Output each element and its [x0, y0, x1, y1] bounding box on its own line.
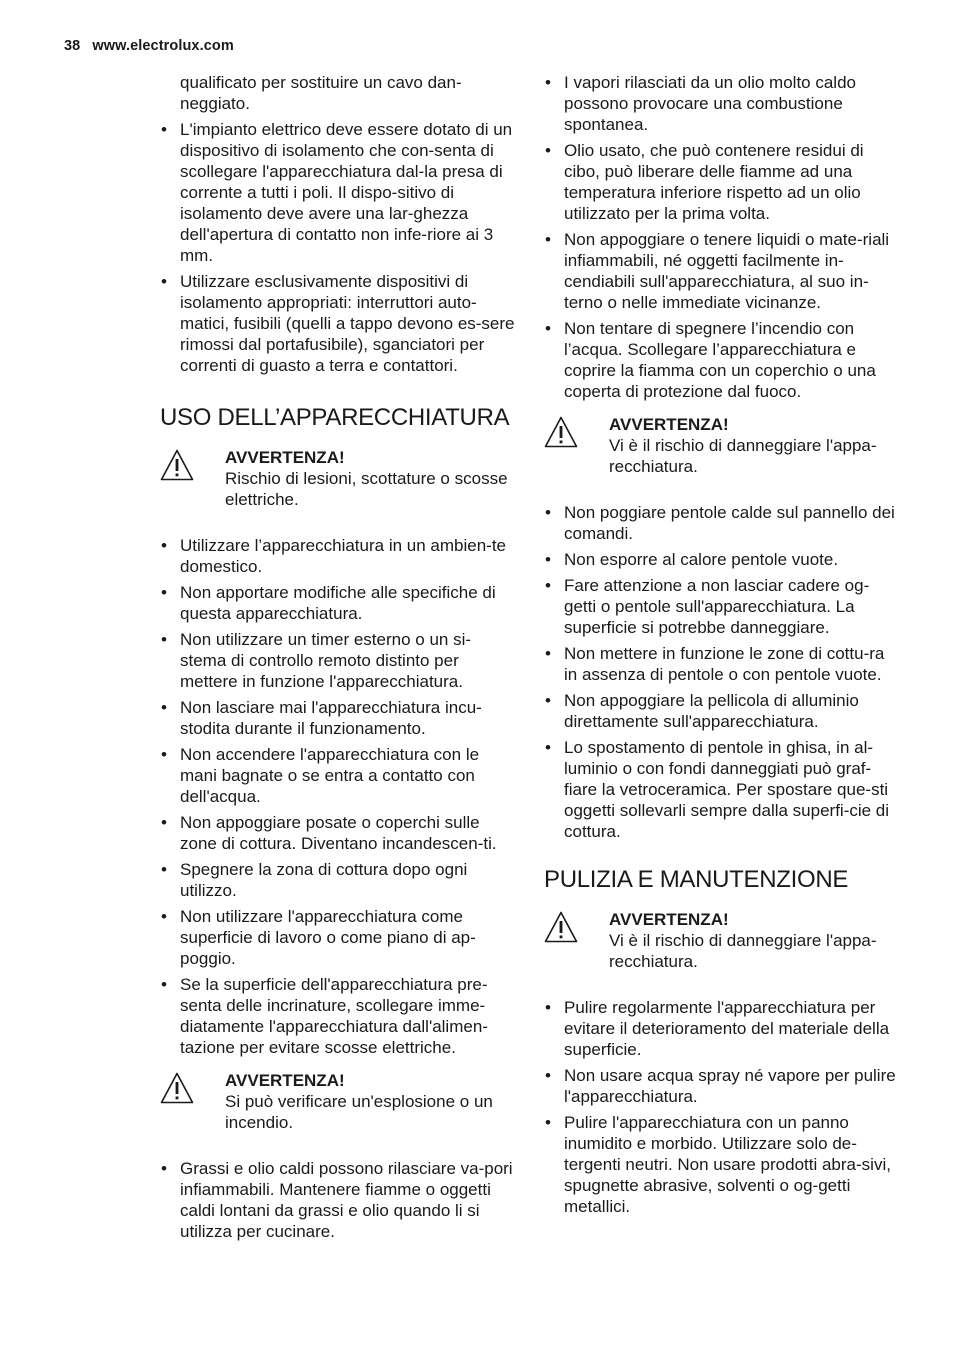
list-item: • Se la superficie dell'apparecchiatura pre-senta delle incrinature, scollegare imme-diatamente l'apparecchiatura dall'alimen-tazione per evitare scosse elettriche. [160, 974, 515, 1058]
list-item: • Fare attenzione a non lasciar cadere og-getti o pentole sull'apparecchiatura. La superficie si potrebbe danneggiare. [544, 575, 899, 638]
bullet-list [544, 72, 899, 402]
warning-triangle-icon [160, 1072, 194, 1104]
list-item: • Non accendere l'apparecchiatura con le mani bagnate o se entra a contatto con dell'acqua. [160, 744, 515, 807]
warning-text: Vi è il rischio di danneggiare l'appa-recchiatura. [609, 436, 877, 476]
warning-triangle-icon [544, 416, 578, 448]
warning-title: AVVERTENZA! [609, 415, 729, 434]
warning-box [544, 909, 899, 972]
list-item: • I vapori rilasciati da un olio molto caldo possono provocare una combustione spontanea. [544, 72, 899, 135]
warning-triangle-icon [544, 911, 578, 943]
continued-text: qualificato per sostituire un cavo dan-neggiato. [180, 73, 462, 113]
list-item: • Non appoggiare posate o coperchi sulle zone di cottura. Diventano incandescen-ti. [160, 812, 515, 854]
list-item: • Olio usato, che può contenere residui di cibo, può liberare delle fiamme ad una temperatura inferiore rispetto ad un olio utilizzato per la prima volta. [544, 140, 899, 224]
list-item: • Non lasciare mai l'apparecchiatura incu-stodita durante il funzionamento. [160, 697, 515, 739]
right-column [544, 72, 899, 1222]
list-item: • L'impianto elettrico deve essere dotato di un dispositivo di isolamento che con-senta di scollegare l'apparecchiatura dal-la presa di corrente a tutti i poli. Il dispo-sitivo di isolamento deve avere una lar-ghezza dell'apertura di contatto non infe-riore ai 3 mm. [160, 119, 515, 266]
list-item: • Non esporre al calore pentole vuote. [544, 549, 899, 570]
list-item: • Lo spostamento di pentole in ghisa, in al-luminio o con fondi danneggiati può graf-fiare la vetroceramica. Per spostare que-sti oggetti sollevarli sempre dalla superfi-cie di cottura. [544, 737, 899, 842]
list-item: • Non poggiare pentole calde sul pannello dei comandi. [544, 502, 899, 544]
page-number: 38 [64, 38, 81, 54]
warning-triangle-icon [160, 449, 194, 481]
warning-title: AVVERTENZA! [609, 910, 729, 929]
bullet-list [544, 997, 899, 1217]
list-item: • Grassi e olio caldi possono rilasciare va-pori infiammabili. Mantenere fiamme o oggetti caldi lontani da grassi e olio quando li si utilizza per cucinare. [160, 1158, 515, 1242]
warning-text: Rischio di lesioni, scottature o scosse elettriche. [225, 469, 508, 509]
warning-text: Si può verificare un'esplosione o un incendio. [225, 1092, 493, 1132]
section-title: USO DELL’APPARECCHIATURA [160, 404, 510, 431]
list-item: • Spegnere la zona di cottura dopo ogni utilizzo. [160, 859, 515, 901]
page-header [64, 38, 234, 54]
list-item: • Non usare acqua spray né vapore per pulire l'apparecchiatura. [544, 1065, 899, 1107]
bullet-list [160, 535, 515, 1058]
list-item: • Non utilizzare un timer esterno o un si-stema di controllo remoto distinto per mettere in funzione l'apparecchiatura. [160, 629, 515, 692]
list-item: • Non apportare modifiche alle specifiche di questa apparecchiatura. [160, 582, 515, 624]
bullet-list [160, 1158, 515, 1242]
list-item: • Non mettere in funzione le zone di cottu-ra in assenza di pentole o con pentole vuote. [544, 643, 899, 685]
list-item: • Utilizzare l’apparecchiatura in un ambien-te domestico. [160, 535, 515, 577]
warning-box [160, 1070, 515, 1133]
warning-text: Vi è il rischio di danneggiare l'appa-recchiatura. [609, 931, 877, 971]
list-item: • Pulire regolarmente l'apparecchiatura per evitare il deterioramento del materiale della superficie. [544, 997, 899, 1060]
site-url: www.electrolux.com [92, 38, 234, 54]
warning-box [160, 447, 515, 510]
list-item: • Pulire l'apparecchiatura con un panno inumidito e morbido. Utilizzare solo de-tergenti neutri. Non usare prodotti abra-sivi, spugnette abrasive, solventi o og-getti metallici. [544, 1112, 899, 1217]
section-title: PULIZIA E MANUTENZIONE [544, 866, 849, 893]
list-item: • Non appoggiare o tenere liquidi o mate-riali infiammabili, né oggetti facilmente in-cendiabili sull'apparecchiatura, al suo in-terno o nelle immediate vicinanze. [544, 229, 899, 313]
list-item: • Non utilizzare l'apparecchiatura come superficie di lavoro o come piano di ap-poggio. [160, 906, 515, 969]
warning-box [544, 414, 899, 477]
bullet-list [160, 119, 515, 376]
warning-title: AVVERTENZA! [225, 1071, 345, 1090]
list-item: • Utilizzare esclusivamente dispositivi di isolamento appropriati: interruttori auto-matici, fusibili (quelli a tappo devono es-sere rimossi dal portafusibile), sganciatori per correnti di guasto a terra e contattori. [160, 271, 515, 376]
list-item: • Non appoggiare la pellicola di alluminio direttamente sull'apparecchiatura. [544, 690, 899, 732]
left-column [160, 72, 515, 1247]
list-item: • Non tentare di spegnere l’incendio con l’acqua. Scollegare l’apparecchiatura e coprire la fiamma con un coperchio o una coperta di protezione dal fuoco. [544, 318, 899, 402]
bullet-list [544, 502, 899, 842]
warning-title: AVVERTENZA! [225, 448, 345, 467]
